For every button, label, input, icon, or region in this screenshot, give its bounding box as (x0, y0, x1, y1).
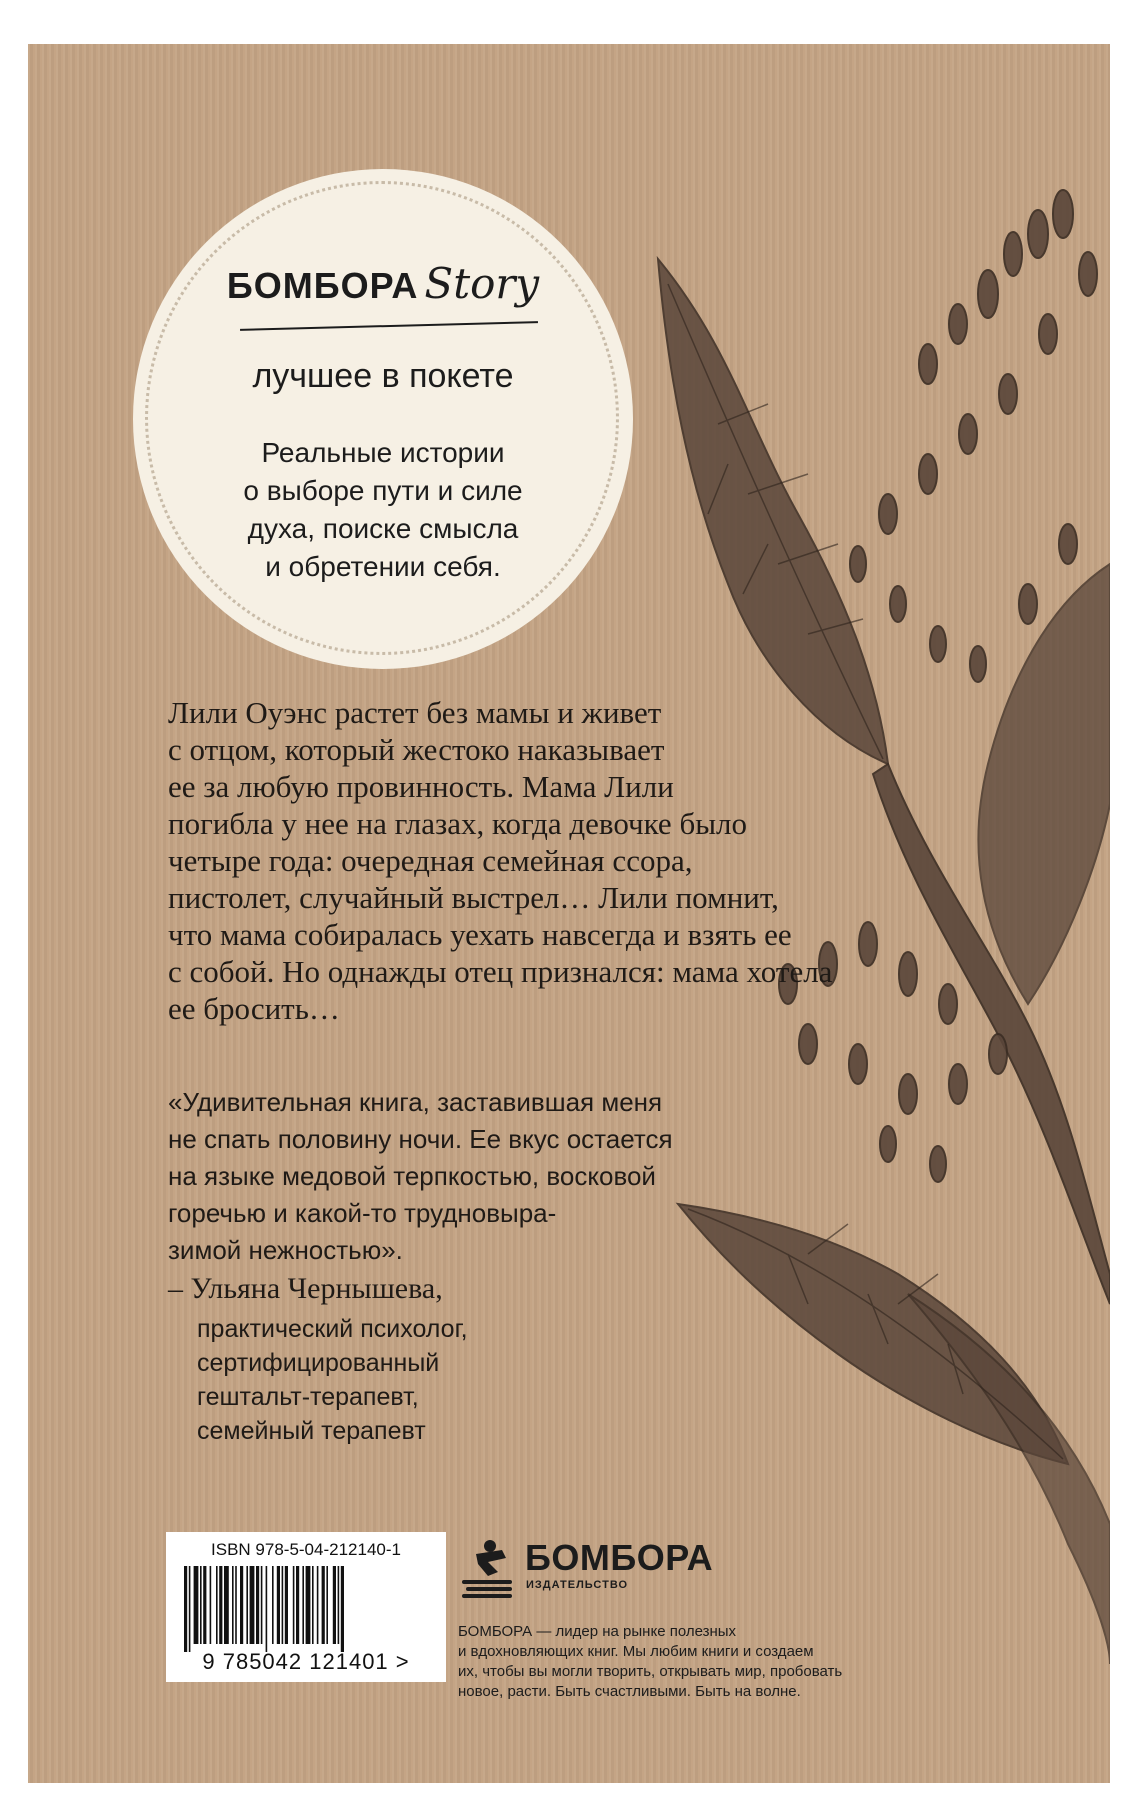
barcode-bar (261, 1566, 263, 1644)
barcode-bar (285, 1566, 288, 1644)
book-annotation (168, 694, 898, 1027)
barcode-bar (341, 1566, 344, 1652)
barcode-bar (203, 1566, 206, 1644)
barcode-bar (219, 1566, 222, 1644)
quote-line: «Удивительная книга, заставившая меня (168, 1087, 663, 1117)
annotation-line: с отцом, который жестоко наказывает (168, 732, 665, 767)
annotation-line: пистолет, случайный выстрел… Лили помнит, (168, 880, 779, 915)
annotation-line: с собой. Но однажды отец признался: мама хотела (168, 954, 833, 989)
barcode-bar (333, 1566, 336, 1644)
barcode-bar (189, 1566, 191, 1652)
barcode-bar (277, 1566, 280, 1644)
publisher-description-line: их, чтобы вы могли творить, открывать мир, пробовать (458, 1663, 843, 1680)
barcode-bar (240, 1566, 243, 1644)
series-description-line: о выборе пути и силе (243, 475, 523, 506)
series-logo (133, 259, 633, 308)
barcode-digits: 9 785042 121401 > (202, 1649, 410, 1674)
quote-line: на языке медовой терпкостью, восковой (168, 1161, 656, 1191)
barcode-bar (194, 1566, 199, 1644)
annotation-line: погибла у нее на глазах, когда девочке было (168, 806, 748, 841)
series-tagline: лучшее в покете (252, 357, 514, 395)
barcode-bars (180, 1566, 420, 1652)
barcode-bar (306, 1566, 311, 1644)
annotation-line: ее за любую провинность. Мама Лили (168, 769, 674, 804)
barcode-bar (326, 1566, 328, 1644)
barcode-bar (282, 1566, 284, 1644)
barcode-bar (232, 1566, 234, 1644)
barcode-bar (272, 1566, 274, 1644)
barcode-bar (302, 1566, 304, 1644)
credential-line: практический психолог, (197, 1315, 468, 1343)
author-credentials (197, 1312, 468, 1448)
barcode-bar (250, 1566, 255, 1644)
publisher-description-line: новое, расти. Быть счастливыми. Быть на волне. (458, 1683, 801, 1700)
barcode-bar (200, 1566, 202, 1644)
barcode-bar (184, 1566, 187, 1652)
annotation-line: ее бросить… (168, 991, 340, 1026)
series-badge (133, 169, 633, 669)
annotation-line: Лили Оуэнс растет без мамы и живет (168, 695, 662, 730)
credential-line: гештальт-терапевт, (197, 1383, 419, 1411)
quote-author: – Ульяна Чернышева, (168, 1272, 443, 1305)
barcode-bar (296, 1566, 299, 1644)
publisher-description-line: и вдохновляющих книг. Мы любим книги и создаем (458, 1643, 814, 1660)
barcode-bar (256, 1566, 259, 1644)
credential-line: семейный терапевт (197, 1417, 426, 1445)
annotation-line: четыре года: очередная семейная ссора, (168, 843, 693, 878)
barcode-label (166, 1532, 446, 1682)
barcode-bar (312, 1566, 314, 1644)
series-description-line: и обретении себя. (265, 551, 501, 582)
barcode-bar (224, 1566, 229, 1644)
barcode-bar (322, 1566, 325, 1644)
barcode-bar (338, 1566, 340, 1644)
publisher-name: БОМБОРА (525, 1537, 714, 1578)
series-brand: БОМБОРА (226, 265, 419, 306)
quote-line: не спать половину ночи. Ее вкус остается (168, 1124, 673, 1154)
review-quote (168, 1084, 848, 1269)
publisher-description (458, 1622, 898, 1702)
barcode-bar (216, 1566, 218, 1644)
barcode-bar (235, 1566, 237, 1644)
series-description-line: Реальные истории (261, 437, 505, 468)
barcode-bar (266, 1566, 268, 1652)
barcode-bar (293, 1566, 295, 1644)
book-back-cover (28, 44, 1110, 1783)
series-name: Story (424, 259, 540, 308)
series-description (173, 434, 593, 586)
barcode-bar (210, 1566, 212, 1644)
series-description-line: духа, поиске смысла (247, 513, 519, 544)
barcode-bar (317, 1566, 319, 1644)
publisher-description-line: БОМБОРА — лидер на рынке полезных (458, 1623, 737, 1640)
barcode-bar (246, 1566, 248, 1644)
publisher-subtitle: ИЗДАТЕЛЬСТВО (526, 1579, 629, 1591)
annotation-line: что мама собиралась уехать навсегда и взять ее (168, 917, 792, 952)
quote-line: горечью и какой-то трудновыра- (168, 1198, 557, 1228)
credential-line: сертифицированный (197, 1349, 440, 1377)
quote-line: зимой нежностью». (168, 1235, 403, 1265)
isbn-text: ISBN 978-5-04-212140-1 (211, 1540, 401, 1559)
